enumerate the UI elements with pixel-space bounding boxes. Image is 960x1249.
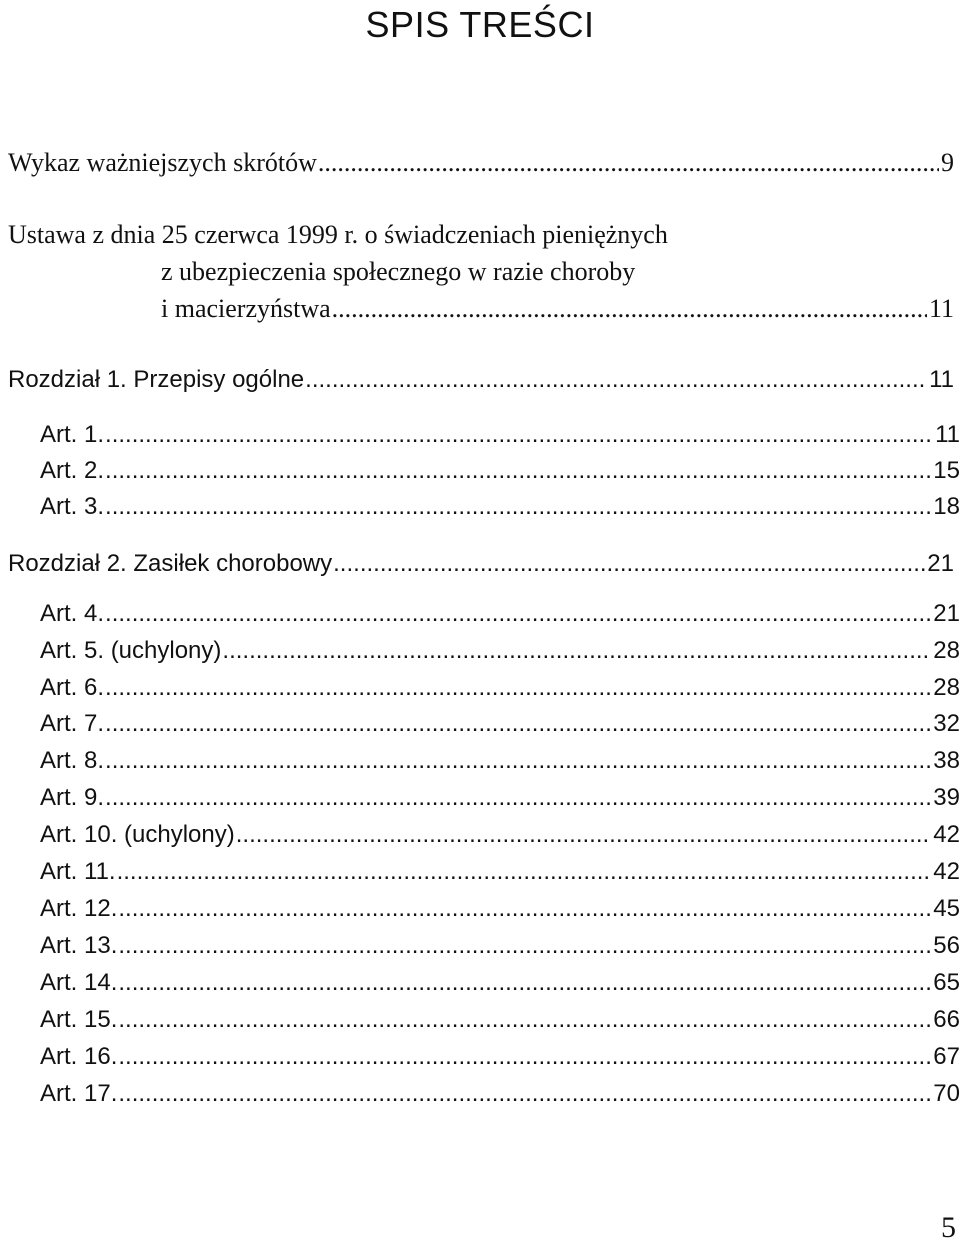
leader-dots — [105, 710, 931, 738]
toc-entry-page: 21 — [933, 600, 960, 627]
toc-entry-page: 11 — [928, 294, 954, 323]
toc-entry-art-10[interactable] — [40, 821, 960, 857]
toc-entry-art-4[interactable] — [40, 600, 960, 636]
leader-dots — [105, 457, 931, 485]
leader-dots — [305, 366, 927, 394]
toc-entry-art-6[interactable] — [40, 674, 960, 710]
toc-entry-art-3[interactable] — [40, 493, 960, 529]
toc-entry-label: Art. 13. — [40, 932, 118, 959]
toc-entry-page: 18 — [933, 493, 960, 520]
toc-entry-art-13[interactable] — [40, 932, 960, 968]
leader-dots — [332, 294, 927, 324]
leader-dots — [105, 493, 931, 521]
toc-entry-label: Art. 15. — [40, 1006, 118, 1033]
leader-dots — [105, 674, 931, 702]
toc-entry-page: 38 — [933, 747, 960, 774]
toc-entry-label: Art. 14. — [40, 969, 118, 996]
toc-entry-art-8[interactable] — [40, 747, 960, 783]
leader-dots — [117, 858, 932, 886]
leader-dots — [333, 550, 925, 578]
toc-entry-label: Art. 5. (uchylony) — [40, 637, 222, 664]
toc-entry-label: Art. 16. — [40, 1043, 118, 1070]
toc-entry-page: 9 — [941, 148, 954, 177]
toc-entry-page: 21 — [927, 550, 954, 577]
toc-entry-art-14[interactable] — [40, 969, 960, 1005]
toc-entry-chapter2[interactable] — [8, 550, 954, 586]
toc-entry-page: 11 — [929, 366, 954, 393]
leader-dots — [222, 637, 931, 665]
toc-entry-page: 11 — [935, 421, 960, 448]
toc-entry-label: Art. 17. — [40, 1080, 118, 1107]
toc-entry-page: 42 — [933, 821, 960, 848]
leader-dots — [118, 969, 931, 997]
toc-entry-label: Art. 9. — [40, 784, 105, 811]
leader-dots — [318, 148, 939, 178]
toc-entry-label: Rozdział 2. Zasiłek chorobowy — [8, 550, 333, 577]
toc-entry-label: Art. 3. — [40, 493, 105, 520]
leader-dots — [118, 1080, 931, 1108]
toc-entry-act[interactable] — [161, 294, 954, 330]
toc-entry-label: i macierzyństwa — [161, 294, 331, 323]
leader-dots — [105, 421, 933, 449]
toc-entry-page: 65 — [933, 969, 960, 996]
toc-entry-label: Art. 8. — [40, 747, 105, 774]
toc-entry-act-line2[interactable]: z ubezpieczenia społecznego w razie choroby — [161, 257, 636, 286]
toc-entry-label: Art. 4. — [40, 600, 105, 627]
toc-entry-label: Wykaz ważniejszych skrótów — [8, 148, 317, 177]
toc-entry-label: Art. 11. — [40, 858, 116, 885]
toc-entry-abbreviations[interactable] — [8, 148, 954, 184]
toc-entry-page: 70 — [933, 1080, 960, 1107]
leader-dots — [118, 1006, 931, 1034]
leader-dots — [118, 932, 931, 960]
toc-entry-label: Art. 7. — [40, 710, 105, 737]
page-number: 5 — [941, 1211, 956, 1244]
toc-entry-art-7[interactable] — [40, 710, 960, 746]
toc-entry-page: 45 — [933, 895, 960, 922]
toc-entry-art-9[interactable] — [40, 784, 960, 820]
toc-entry-art-16[interactable] — [40, 1043, 960, 1079]
toc-entry-art-5[interactable] — [40, 637, 960, 673]
toc-entry-act-line1[interactable]: Ustawa z dnia 25 czerwca 1999 r. o świadczeniach pieniężnych — [8, 220, 668, 249]
toc-entry-page: 67 — [933, 1043, 960, 1070]
toc-entry-art-15[interactable] — [40, 1006, 960, 1042]
leader-dots — [236, 821, 932, 849]
toc-entry-page: 15 — [933, 457, 960, 484]
toc-entry-page: 42 — [933, 858, 960, 885]
toc-entry-label: Art. 2. — [40, 457, 105, 484]
toc-entry-label: Art. 10. (uchylony) — [40, 821, 235, 848]
toc-entry-chapter1[interactable] — [8, 366, 954, 402]
toc-entry-page: 56 — [933, 932, 960, 959]
leader-dots — [105, 784, 931, 812]
toc-entry-art-11[interactable] — [40, 858, 960, 894]
toc-entry-page: 28 — [933, 637, 960, 664]
toc-entry-art-1[interactable] — [40, 421, 960, 457]
leader-dots — [105, 747, 931, 775]
toc-entry-label: Rozdział 1. Przepisy ogólne — [8, 366, 305, 393]
leader-dots — [118, 1043, 931, 1071]
toc-entry-page: 66 — [933, 1006, 960, 1033]
toc-entry-label: Art. 12. — [40, 895, 118, 922]
toc-entry-page: 39 — [933, 784, 960, 811]
toc-entry-art-12[interactable] — [40, 895, 960, 931]
toc-entry-page: 28 — [933, 674, 960, 701]
page-title-text: SPIS TREŚCI — [365, 4, 595, 45]
toc-entry-page: 32 — [933, 710, 960, 737]
toc-entry-label: Art. 1. — [40, 421, 105, 448]
toc-entry-label: Art. 6. — [40, 674, 105, 701]
leader-dots — [118, 895, 931, 923]
leader-dots — [105, 600, 931, 628]
toc-entry-art-2[interactable] — [40, 457, 960, 493]
toc-entry-art-17[interactable] — [40, 1080, 960, 1116]
